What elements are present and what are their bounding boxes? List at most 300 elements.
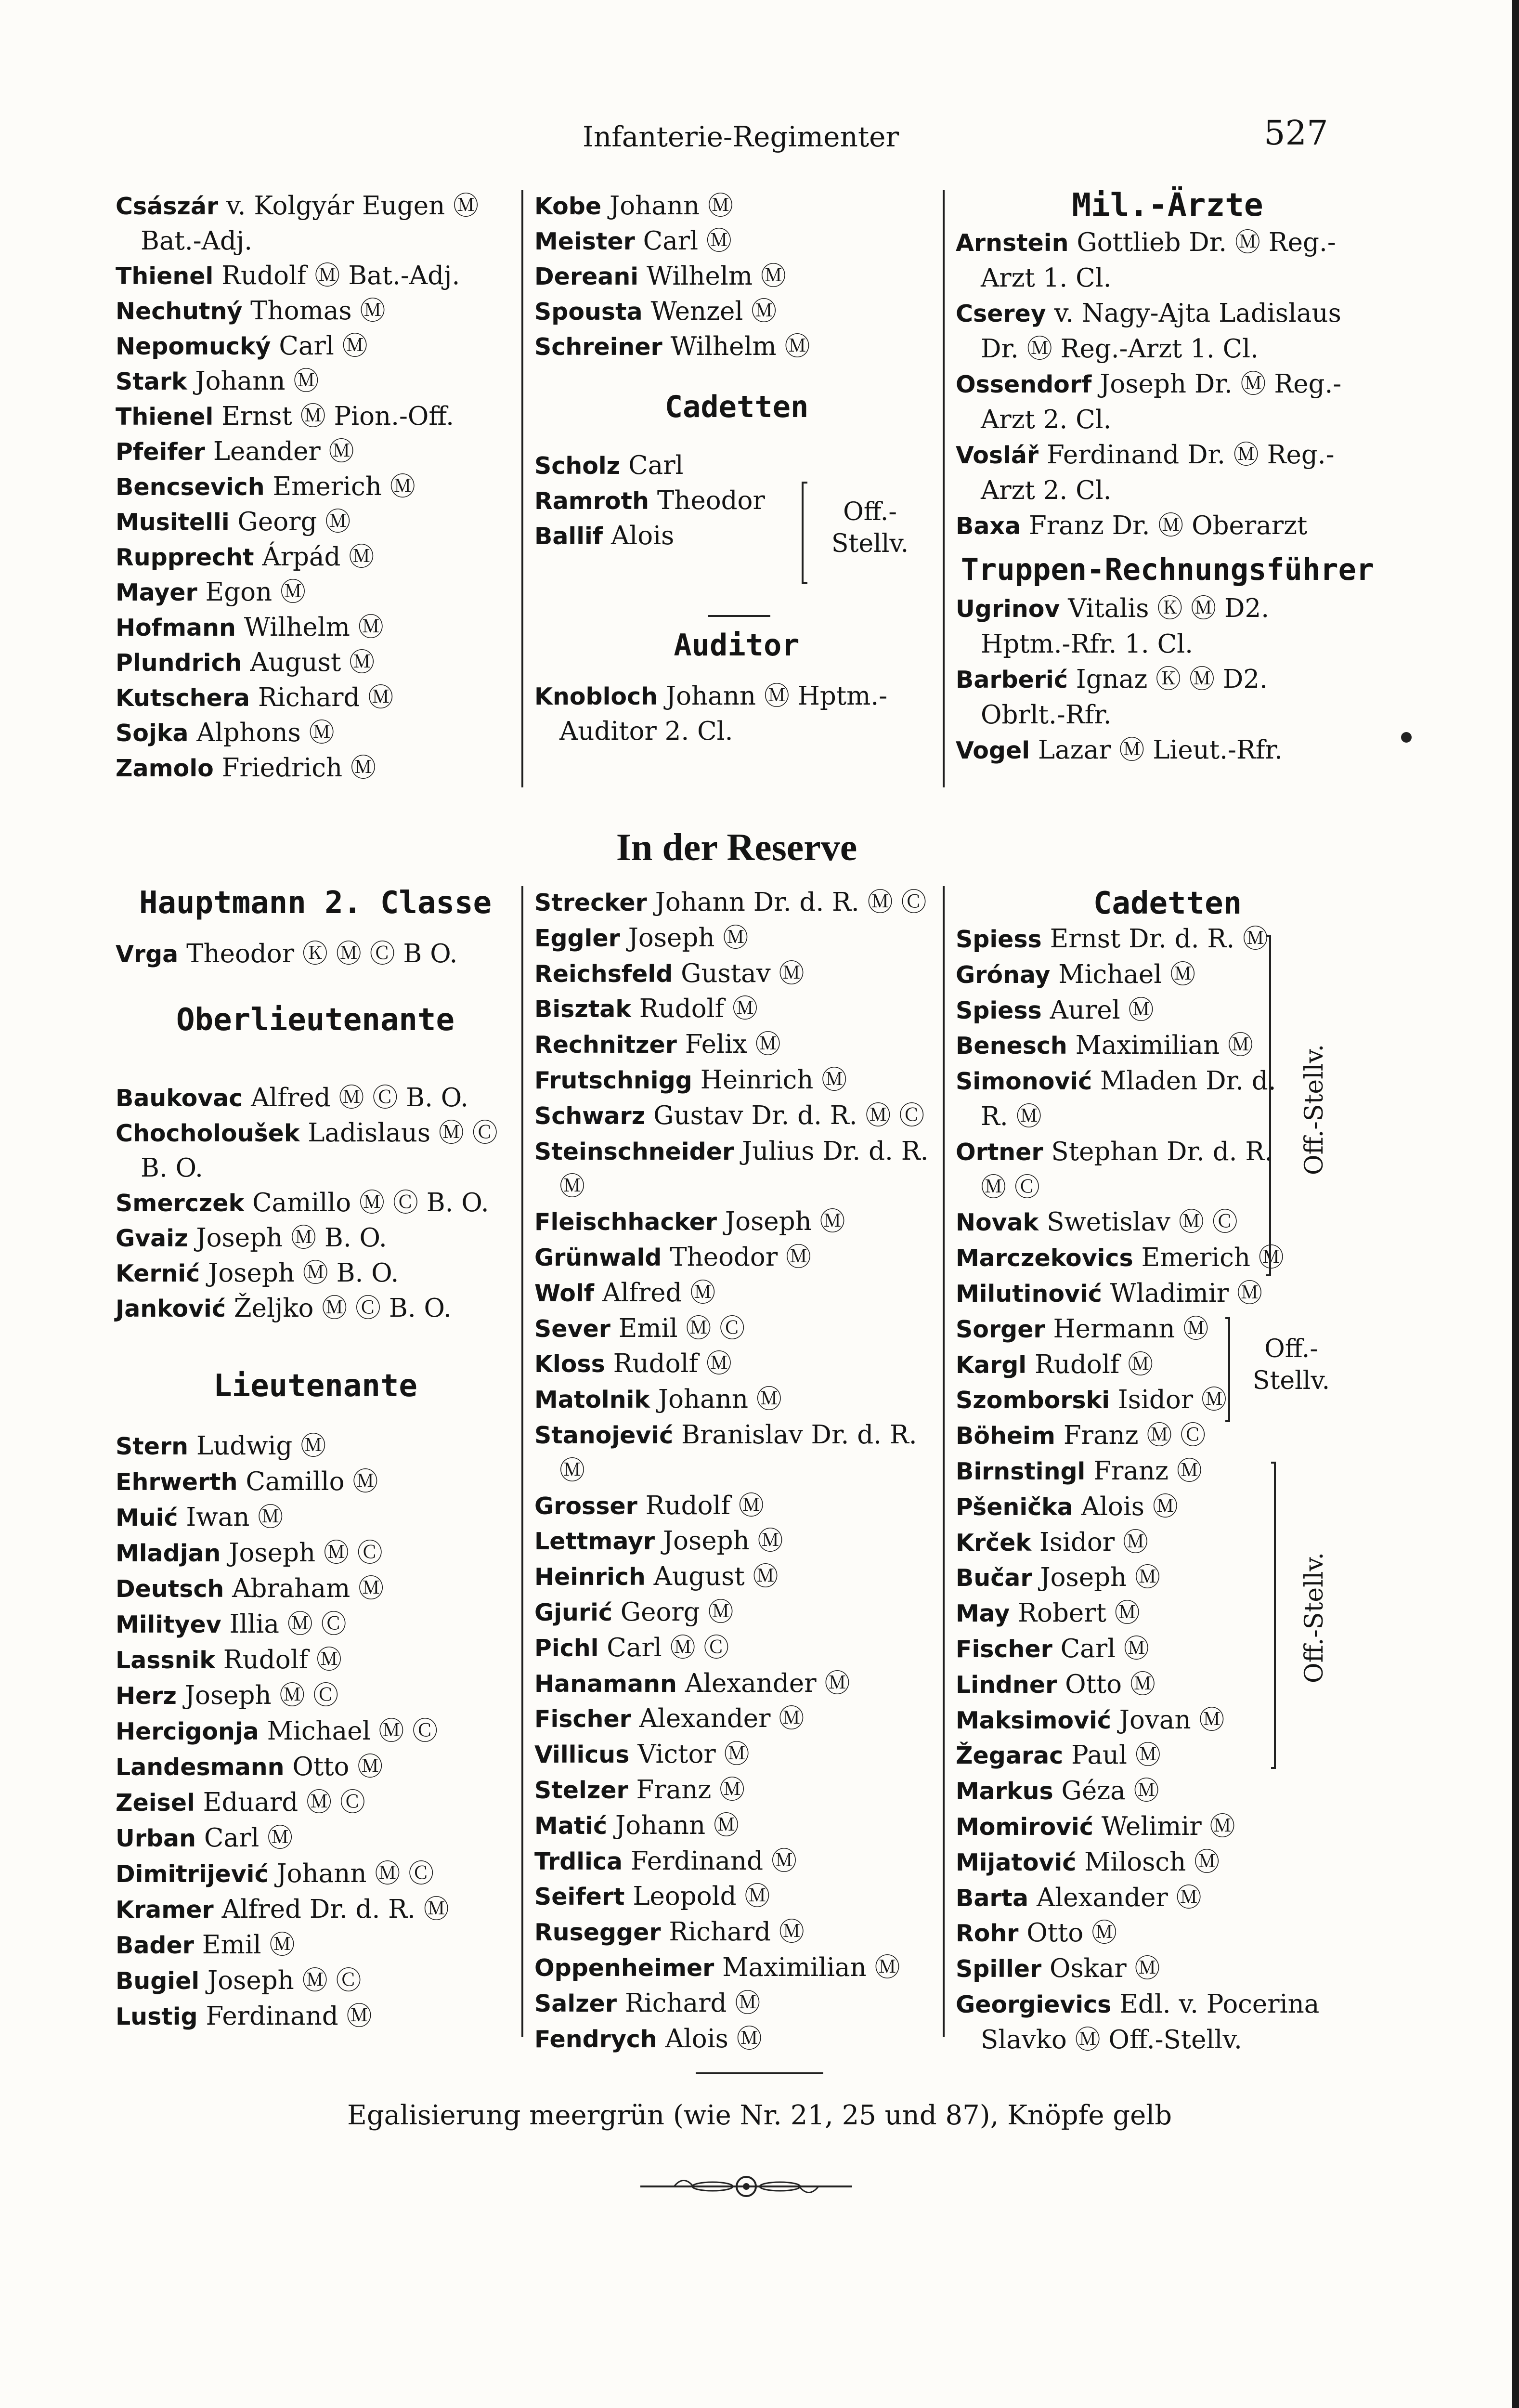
entry: [116, 1607, 515, 1642]
entry-details: Thomas Ⓜ: [250, 296, 386, 326]
lieutenante-heading: Lieutenante: [213, 1368, 417, 1404]
entry-details: Aurel Ⓜ: [1050, 995, 1154, 1025]
entry-continuation: Ⓜ: [559, 1455, 585, 1485]
entry-details: Gottlieb Dr. Ⓜ Reg.-: [1077, 228, 1336, 257]
entry-surname: Kernić: [116, 1260, 200, 1287]
entry: [534, 1986, 939, 2022]
entry-surname: Hofmann: [116, 614, 236, 641]
entry-surname: Bencsevich: [116, 473, 265, 501]
entry: [116, 1820, 515, 1856]
entry: [956, 437, 1379, 473]
entry-surname: Stanojević: [534, 1421, 674, 1449]
ink-dot: [1401, 732, 1412, 743]
entry-details: Ignaz Ⓚ Ⓜ D2.: [1076, 665, 1268, 694]
entry-surname: Musitelli: [116, 509, 230, 536]
entry-details: Egon Ⓜ: [205, 577, 306, 607]
entry: [956, 957, 1379, 993]
entry-surname: Landesmann: [116, 1754, 285, 1781]
entry: [534, 1808, 939, 1844]
entry-surname: Sojka: [116, 720, 189, 747]
entry-details: Wilhelm Ⓜ: [670, 332, 810, 361]
entry: [116, 1927, 515, 1963]
entry: [116, 751, 515, 786]
entry-details: Joseph Ⓜ B. O.: [196, 1223, 387, 1253]
entry-surname: Benesch: [956, 1032, 1067, 1060]
entry-details: Joseph Ⓜ: [725, 1207, 845, 1237]
entry-details: Carl Ⓜ Ⓒ: [607, 1633, 729, 1662]
entry: [116, 470, 515, 505]
entry-details: Iwan Ⓜ: [186, 1503, 284, 1532]
entry: [534, 1347, 939, 1382]
entry-surname: Milutinović: [956, 1280, 1102, 1308]
entry-surname: Deutsch: [116, 1575, 224, 1603]
entry-surname: Dereani: [534, 263, 639, 290]
entry: [116, 1571, 515, 1607]
entry-surname: Dimitrijević: [116, 1860, 269, 1888]
entry-surname: Baxa: [956, 512, 1021, 540]
entry-details: Alexander Ⓜ: [1036, 1883, 1202, 1912]
entry-surname: Novak: [956, 1209, 1039, 1237]
entry: [534, 1063, 939, 1099]
reserve-middle-column: [534, 885, 939, 2057]
entry-surname: Arnstein: [956, 229, 1069, 257]
entry: [534, 1950, 939, 1986]
entry-surname: Meister: [534, 228, 635, 255]
entry-surname: Zeisel: [116, 1789, 195, 1817]
entry-surname: Spiess: [956, 996, 1042, 1024]
entry: [116, 716, 515, 751]
entry-details: Illia Ⓜ Ⓒ: [229, 1610, 347, 1639]
entry-details: Maximilian Ⓜ: [1075, 1031, 1254, 1060]
entry-surname: Oppenheimer: [534, 1954, 714, 1982]
page-number: 527: [1264, 113, 1328, 153]
entry-surname: Krček: [956, 1529, 1032, 1557]
entry: [534, 1099, 939, 1134]
entry-surname: Kramer: [116, 1896, 214, 1924]
entry-details: Ernst Ⓜ Pion.-Off.: [221, 402, 454, 431]
entry: [534, 224, 939, 259]
entry: [534, 189, 939, 224]
entry-details: Johann Dr. d. R. Ⓜ Ⓒ: [655, 888, 927, 917]
entry-details: Hermann Ⓜ: [1053, 1314, 1209, 1344]
entry-details: Alphons Ⓜ: [196, 718, 335, 747]
reserve-cadetten-heading: Cadetten: [1093, 886, 1242, 921]
entry: [534, 294, 939, 329]
entry-surname: Fleischhacker: [534, 1208, 717, 1236]
entry: [534, 921, 939, 956]
entry-details: Theodor: [657, 486, 765, 515]
entry: [116, 681, 515, 716]
entry-surname: Seifert: [534, 1883, 625, 1911]
entry-details: Alexander Ⓜ: [639, 1704, 805, 1734]
entry: [116, 1221, 515, 1256]
cadetten-brace-3: [1271, 1462, 1276, 1769]
entry-surname: Zamolo: [116, 755, 214, 782]
entry: [534, 1134, 939, 1170]
entry: [956, 662, 1379, 697]
entry-surname: Simonović: [956, 1068, 1092, 1096]
cadetten-heading: Cadetten: [664, 389, 809, 424]
entry-details: Géza Ⓜ: [1061, 1776, 1159, 1806]
entry-details: Ernst Dr. d. R. Ⓜ: [1050, 924, 1269, 954]
entry-details: Welimir Ⓜ: [1101, 1811, 1235, 1841]
entry-surname: Herz: [116, 1682, 177, 1710]
entry-details: Alois Ⓜ: [665, 2024, 762, 2054]
entry-surname: Vogel: [956, 737, 1030, 764]
entry-surname: Milityev: [116, 1611, 221, 1638]
entry: [534, 1915, 939, 1950]
entry: [116, 1642, 515, 1678]
entry: [116, 259, 515, 294]
entry-surname: Ortner: [956, 1138, 1043, 1166]
entry-surname: May: [956, 1600, 1010, 1628]
entry-details: Rudolf Ⓜ: [1034, 1349, 1154, 1379]
column-rule-bottom-left: [521, 886, 523, 2037]
entry-surname: Heinrich: [534, 1563, 646, 1591]
entry-surname: Lassnik: [116, 1647, 215, 1674]
entry-surname: Stern: [116, 1433, 188, 1460]
entry: [116, 1464, 515, 1500]
entry-details: Mladen Dr. d.: [1100, 1066, 1276, 1096]
entry-details: Georg Ⓜ: [620, 1597, 734, 1627]
entry: [534, 1737, 939, 1773]
entry-surname: Böheim: [956, 1422, 1055, 1450]
entry-surname: Vrga: [116, 941, 179, 968]
entry-surname: Rupprecht: [116, 544, 254, 571]
entry-surname: Plundrich: [116, 649, 242, 677]
entry-details: Richard Ⓜ: [624, 1988, 761, 2018]
entry-details: Milosch Ⓜ: [1084, 1847, 1220, 1877]
entry-surname: Ossendorf: [956, 371, 1092, 398]
entry-details: Gustav Dr. d. R. Ⓜ Ⓒ: [653, 1100, 925, 1130]
cadetten-brace-1: [1266, 935, 1271, 1276]
entry-surname: Kutschera: [116, 684, 250, 712]
entry-details: Carl Ⓜ: [204, 1823, 293, 1853]
entry-surname: Fendrych: [534, 2025, 657, 2053]
entry: [116, 364, 515, 399]
entry: [116, 1785, 515, 1820]
officer-list-top-left: [116, 189, 515, 786]
entry-details: Theodor Ⓜ: [670, 1242, 811, 1272]
entry-surname: Thienel: [116, 403, 214, 431]
entry-surname: Bader: [116, 1932, 194, 1959]
entry-details: Wladimir Ⓜ: [1110, 1278, 1262, 1308]
entry: [116, 1749, 515, 1785]
entry-surname: Lindner: [956, 1671, 1057, 1699]
entry-surname: Grosser: [534, 1492, 637, 1520]
entry: [956, 1418, 1379, 1454]
entry-surname: Marczekovics: [956, 1244, 1133, 1272]
cadetten-brace: [802, 482, 807, 584]
entry-surname: Sever: [534, 1315, 610, 1343]
entry-details: Otto Ⓜ: [292, 1752, 383, 1781]
entry-surname: Császár: [116, 193, 219, 220]
section-rule: [708, 615, 770, 617]
entry-details: Oskar Ⓜ: [1050, 1954, 1160, 1984]
column-rule-top-right: [943, 190, 945, 787]
entry-surname: Bučar: [956, 1564, 1032, 1592]
entry-continuation: Slavko Ⓜ Off.-Stellv.: [981, 2025, 1242, 2055]
entry-surname: Matolnik: [534, 1386, 650, 1414]
entry-details: Joseph Ⓜ Ⓒ: [184, 1681, 339, 1710]
cadetten-offstellv-label: Off.- Stellv.: [831, 497, 909, 558]
auditor-heading: Auditor: [674, 628, 800, 663]
entry: [534, 1879, 939, 1915]
entry: [534, 1382, 939, 1418]
entry: [534, 1844, 939, 1880]
entry: [116, 1500, 515, 1535]
entry-details: Richard Ⓜ: [258, 683, 394, 712]
entry-details: Joseph Ⓜ B. O.: [208, 1258, 399, 1288]
entry-details: Franz Dr. Ⓜ Oberarzt: [1028, 511, 1308, 540]
entry-details: Árpád Ⓜ: [262, 542, 375, 572]
entry: [116, 1999, 515, 2034]
cadetten-brace-2: [1225, 1317, 1230, 1422]
entry-details: Emil Ⓜ Ⓒ: [618, 1313, 745, 1343]
entry-details: Paul Ⓜ: [1071, 1741, 1161, 1770]
entry-details: Rudolf Ⓜ: [613, 1349, 732, 1379]
entry-details: Stephan Dr. d. R.: [1051, 1137, 1273, 1166]
column-rule-bottom-right: [943, 886, 945, 2037]
entry-details: Johann Ⓜ Ⓒ: [276, 1859, 434, 1888]
entry-surname: Villicus: [534, 1741, 630, 1769]
entry-details: Rudolf Ⓜ: [645, 1491, 764, 1520]
entry-surname: Stelzer: [534, 1776, 628, 1804]
entry-surname: Chocholoušek: [116, 1120, 300, 1147]
entry: [956, 993, 1379, 1029]
entry: [116, 1678, 515, 1714]
entry-surname: Matić: [534, 1812, 608, 1840]
entry-details: Carl: [628, 451, 684, 480]
entry: [116, 1116, 515, 1151]
entry: [116, 1428, 515, 1464]
entry-surname: Pšenička: [956, 1493, 1073, 1521]
reserve-left-column: [116, 884, 515, 2034]
entry: [116, 329, 515, 364]
entry-details: Johann Ⓜ: [609, 191, 733, 221]
entry-details: Carl Ⓜ: [643, 226, 732, 256]
entry-details: v. Kolgyár Eugen Ⓜ: [226, 191, 479, 221]
entry: [534, 1559, 939, 1595]
entry: [534, 1489, 939, 1524]
entry-details: Emerich Ⓜ: [1141, 1243, 1284, 1273]
entry-surname: Mijatović: [956, 1848, 1077, 1876]
entry-details: Georg Ⓜ: [237, 507, 351, 537]
entry-details: Joseph Ⓜ: [662, 1526, 783, 1556]
entry: [956, 922, 1379, 957]
entry-details: Wilhelm Ⓜ: [244, 613, 384, 642]
truppen-heading: Truppen-Rechnungsführer: [961, 552, 1375, 587]
scan-edge: [1512, 0, 1519, 2408]
entry-details: Vitalis Ⓚ Ⓜ D2.: [1068, 594, 1270, 623]
entry-surname: Wolf: [534, 1279, 595, 1307]
entry: [956, 296, 1379, 331]
end-rule: [696, 2072, 823, 2074]
entry-details: Julius Dr. d. R.: [741, 1136, 929, 1166]
entry-details: Isidor Ⓜ: [1117, 1385, 1227, 1415]
entry: [116, 399, 515, 434]
mil-aerzte-heading: Mil.-Ärzte: [1072, 186, 1263, 223]
entry-details: Franz Ⓜ Ⓒ: [1063, 1421, 1206, 1451]
entry-surname: Georgievics: [956, 1990, 1112, 2018]
entry: [956, 1916, 1379, 1951]
entry-surname: Grónay: [956, 961, 1051, 989]
entry: [956, 1774, 1379, 1809]
entry: [956, 1845, 1379, 1881]
entry: [116, 1963, 515, 1999]
entry-details: Leopold Ⓜ: [633, 1882, 770, 1911]
entry-surname: Rohr: [956, 1920, 1019, 1948]
entry-surname: Szomborski: [956, 1387, 1110, 1414]
entry-surname: Spiess: [956, 926, 1042, 953]
entry-details: Lazar Ⓜ Lieut.-Rfr.: [1038, 735, 1283, 765]
entry: [116, 1291, 515, 1326]
entry: [956, 1987, 1379, 2023]
entry-surname: Mayer: [116, 579, 197, 606]
entry-details: Abraham Ⓜ: [232, 1574, 384, 1603]
entry-details: Emil Ⓜ: [202, 1930, 295, 1960]
entry: [534, 1418, 939, 1453]
entry-details: Ferdinand Ⓜ: [206, 2002, 372, 2031]
entry: [116, 540, 515, 575]
entry: [534, 1773, 939, 1808]
entry-continuation: Arzt 2. Cl.: [981, 405, 1112, 434]
entry-surname: Steinschneider: [534, 1138, 734, 1165]
entry-surname: Ehrwerth: [116, 1468, 238, 1496]
entry-details: Eduard Ⓜ Ⓒ: [203, 1788, 365, 1817]
entry: [956, 591, 1379, 627]
entry: [956, 1809, 1379, 1845]
entry-continuation: B. O.: [141, 1153, 203, 1183]
entry-surname: Reichsfeld: [534, 960, 673, 988]
entry-details: Rudolf Ⓜ Bat.-Adj.: [221, 261, 460, 290]
entry-details: Alois Ⓜ: [1081, 1492, 1178, 1521]
entry-details: August Ⓜ: [250, 648, 375, 677]
entry-details: Alfred Ⓜ: [602, 1278, 716, 1308]
offstellv-vertical-label-3: Off.-Stellv.: [1300, 1552, 1329, 1683]
entry-surname: Kargl: [956, 1351, 1027, 1379]
entry-details: Gustav Ⓜ: [681, 958, 805, 988]
entry-details: Carl Ⓜ: [279, 331, 368, 361]
entry-surname: Schreiner: [534, 333, 662, 361]
entry: [956, 733, 1379, 768]
entry: [534, 956, 939, 992]
entry: [534, 1276, 939, 1311]
entry: [956, 225, 1379, 261]
entry-surname: Spousta: [534, 298, 643, 326]
running-head: Infanterie-Regimenter: [583, 120, 899, 153]
entry: [956, 1951, 1379, 1987]
entry-details: Rudolf Ⓜ: [223, 1645, 342, 1675]
entry-details: Ludwig Ⓜ: [196, 1431, 326, 1461]
entry-details: Swetislav Ⓜ Ⓒ: [1047, 1207, 1238, 1237]
entry: [116, 1256, 515, 1291]
entry-surname: Scholz: [534, 452, 621, 480]
column-rule-top-left: [521, 190, 523, 787]
entry-surname: Nepomucký: [116, 333, 271, 360]
entry: [116, 645, 515, 681]
entry-surname: Trdlica: [534, 1847, 623, 1875]
entry: [116, 505, 515, 540]
entry-details: Carl Ⓜ: [1060, 1634, 1149, 1663]
entry-surname: Birnstingl: [956, 1457, 1086, 1485]
entry-continuation: Bat.-Adj.: [141, 226, 253, 256]
entry-details: Ferdinand Ⓜ: [630, 1846, 797, 1876]
entry-details: Alexander Ⓜ: [685, 1668, 850, 1698]
offstellv-label-2: Off.- Stellv.: [1252, 1335, 1330, 1395]
entry-surname: Bugiel: [116, 1967, 200, 1995]
entry-details: Richard Ⓜ: [669, 1917, 805, 1947]
officer-list-top-right: [956, 185, 1379, 768]
entry: [534, 448, 785, 484]
reserve-heading: In der Reserve: [616, 826, 857, 869]
entry-details: Friedrich Ⓜ: [221, 753, 376, 783]
entry-details: Joseph Ⓜ: [628, 923, 749, 953]
entry-surname: Knobloch: [534, 683, 658, 710]
entry-surname: Momirović: [956, 1813, 1093, 1841]
entry: [116, 610, 515, 645]
entry-details: Johann Ⓜ: [658, 1385, 782, 1414]
entry-surname: Frutschnigg: [534, 1066, 692, 1094]
entry-continuation: Ⓜ: [559, 1172, 585, 1202]
entry-details: Johann Ⓜ Hptm.-: [665, 681, 888, 711]
entry-surname: Salzer: [534, 1989, 617, 2017]
entry-details: Michael Ⓜ: [1058, 959, 1196, 989]
officer-list-top-middle: [534, 189, 939, 749]
entry-details: Franz Ⓜ: [636, 1775, 745, 1805]
entry: [534, 885, 939, 921]
entry: [956, 1738, 1379, 1774]
entry-details: Michael Ⓜ Ⓒ: [267, 1716, 438, 1746]
entry-details: Heinrich Ⓜ: [700, 1065, 847, 1095]
entry-details: Ferdinand Dr. Ⓜ Reg.-: [1046, 440, 1335, 470]
entry: [956, 1703, 1379, 1739]
entry-continuation: Auditor 2. Cl.: [559, 717, 733, 746]
entry-surname: Schwarz: [534, 1102, 646, 1130]
entry: [534, 1311, 939, 1347]
entry-surname: Gjurić: [534, 1598, 612, 1626]
entry-details: Isidor Ⓜ: [1039, 1527, 1148, 1557]
entry-continuation: R. Ⓜ: [981, 1101, 1042, 1131]
entry-continuation: Obrlt.-Rfr.: [981, 700, 1112, 730]
entry: [116, 1535, 515, 1571]
entry-details: Alois: [610, 521, 675, 550]
entry: [956, 1241, 1379, 1276]
footer-note: Egalisierung meergrün (wie Nr. 21, 25 und 87), Knöpfe gelb: [347, 2100, 1172, 2131]
entry-surname: Thienel: [116, 262, 214, 290]
entry-surname: Urban: [116, 1825, 196, 1852]
entry-surname: Rusegger: [534, 1919, 661, 1947]
entry-details: Camillo Ⓜ Ⓒ B. O.: [252, 1188, 489, 1217]
entry-details: Željko Ⓜ Ⓒ B. O.: [234, 1294, 452, 1323]
entry: [534, 1666, 939, 1702]
entry: [534, 1701, 939, 1737]
entry-surname: Grünwald: [534, 1243, 662, 1271]
entry-details: Johann Ⓜ: [615, 1810, 739, 1840]
entry-continuation: Hptm.-Rfr. 1. Cl.: [981, 629, 1193, 659]
entry-surname: Stark: [116, 368, 187, 395]
entry-surname: Žegarac: [956, 1742, 1064, 1770]
entry-surname: Baukovac: [116, 1085, 243, 1112]
entry-continuation: Arzt 2. Cl.: [981, 476, 1112, 505]
entry-surname: Pfeifer: [116, 438, 205, 466]
entry-details: Rudolf Ⓜ: [639, 994, 758, 1024]
entry-surname: Maksimović: [956, 1706, 1111, 1734]
entry: [534, 484, 785, 519]
entry-surname: Voslář: [956, 442, 1039, 469]
entry-surname: Markus: [956, 1778, 1053, 1806]
entry: [116, 189, 515, 224]
